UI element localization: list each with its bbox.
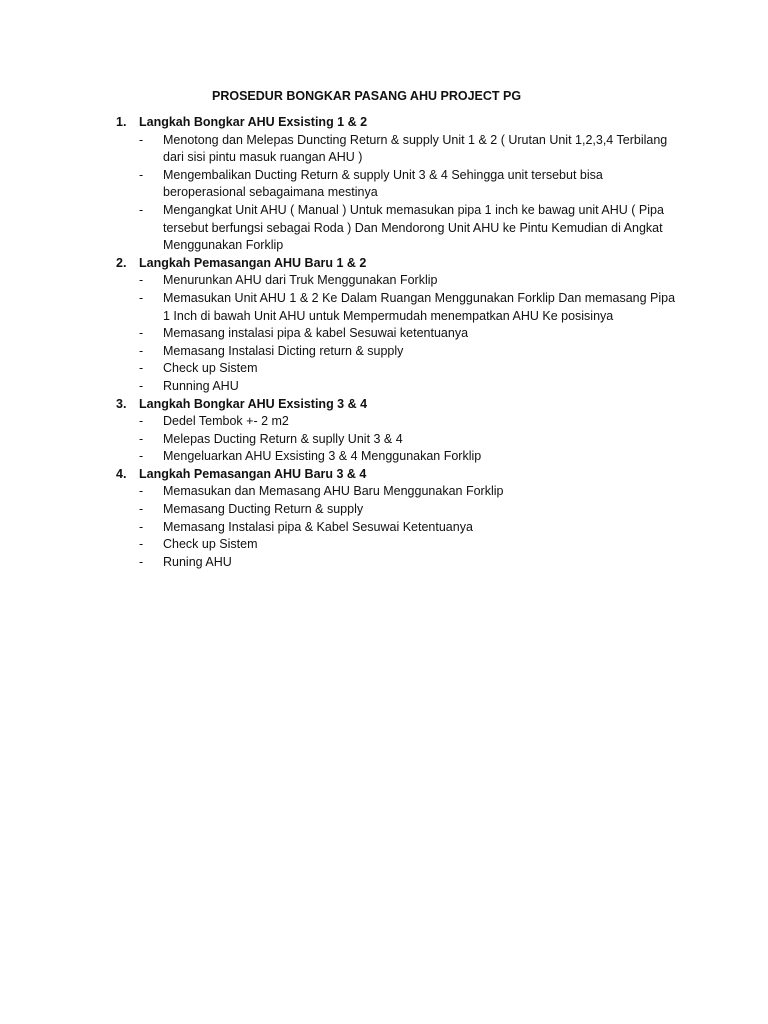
step-number: 1. xyxy=(116,115,127,129)
dash-bullet: - xyxy=(139,290,144,305)
list-item xyxy=(116,431,676,449)
dash-bullet: - xyxy=(139,484,144,499)
list-item-text: Check up Sistem xyxy=(163,537,258,552)
list-item xyxy=(116,325,676,343)
step-2 xyxy=(116,255,676,396)
list-item xyxy=(116,360,676,378)
list-item-text: Memasang Ducting Return & supply xyxy=(163,502,364,517)
list-item-text: Memasukan Unit AHU 1 & 2 Ke Dalam Ruangan Menggunakan Forklip Dan memasang Pipa 1 Inch di bawah Unit AHU untuk Mempermudah menempatkan AHU Ke posisinya xyxy=(163,290,676,323)
list-item xyxy=(116,536,676,554)
list-item xyxy=(116,167,676,202)
list-item-text: Melepas Ducting Return & suplly Unit 3 & 4 xyxy=(163,431,403,446)
step-number: 2. xyxy=(116,255,127,270)
step-items xyxy=(116,483,676,571)
list-item-text: Dedel Tembok +- 2 m2 xyxy=(163,414,289,429)
step-title: Langkah Bongkar AHU Exsisting 1 & 2 xyxy=(139,115,368,129)
list-item xyxy=(116,554,676,572)
list-item-text: Memasang Instalasi pipa & Kabel Sesuwai Ketentuanya xyxy=(163,519,473,534)
list-item xyxy=(116,290,676,325)
dash-bullet: - xyxy=(139,273,144,288)
list-item-text: Memasang instalasi pipa & kabel Sesuwai ketentuanya xyxy=(163,326,469,341)
dash-bullet: - xyxy=(139,202,144,217)
step-3 xyxy=(116,396,676,466)
list-item-text: Mengeluarkan AHU Exsisting 3 & 4 Menggunakan Forklip xyxy=(163,449,482,464)
dash-bullet: - xyxy=(139,519,144,534)
step-items xyxy=(116,272,676,395)
step-title: Langkah Bongkar AHU Exsisting 3 & 4 xyxy=(139,396,368,411)
list-item-text: Menurunkan AHU dari Truk Menggunakan Forklip xyxy=(163,273,438,288)
list-item xyxy=(116,501,676,519)
dash-bullet: - xyxy=(139,414,144,429)
document-title: PROSEDUR BONGKAR PASANG AHU PROJECT PG xyxy=(212,89,522,103)
dash-bullet: - xyxy=(139,378,144,393)
list-item xyxy=(116,448,676,466)
step-4 xyxy=(116,466,676,572)
list-item xyxy=(116,202,676,255)
dash-bullet: - xyxy=(139,343,144,358)
list-item-text: Runing AHU xyxy=(163,554,232,569)
list-item-text: Check up Sistem xyxy=(163,361,258,376)
step-title: Langkah Pemasangan AHU Baru 3 & 4 xyxy=(139,466,367,481)
dash-bullet: - xyxy=(139,537,144,552)
dash-bullet: - xyxy=(139,449,144,464)
list-item-text: Menotong dan Melepas Duncting Return & supply Unit 1 & 2 ( Urutan Unit 1,2,3,4 Terbilang dari sisi pintu masuk ruangan AHU ) xyxy=(163,132,668,165)
list-item-text: Running AHU xyxy=(163,378,239,393)
dash-bullet: - xyxy=(139,361,144,376)
step-number: 3. xyxy=(116,396,127,411)
list-item-text: Mengangkat Unit AHU ( Manual ) Untuk memasukan pipa 1 inch ke bawag unit AHU ( Pipa tersebut berfungsi sebagai Roda ) Dan Mendorong Unit AHU ke Pintu Kemudian di Angkat Menggunakan Forklip xyxy=(163,202,664,253)
dash-bullet: - xyxy=(139,167,144,182)
list-item xyxy=(116,343,676,361)
list-item xyxy=(116,272,676,290)
step-heading xyxy=(116,255,676,273)
dash-bullet: - xyxy=(139,132,144,147)
step-heading xyxy=(116,396,676,414)
dash-bullet: - xyxy=(139,431,144,446)
step-title: Langkah Pemasangan AHU Baru 1 & 2 xyxy=(139,255,367,270)
step-1 xyxy=(116,114,676,255)
list-item-text: Memasang Instalasi Dicting return & supply xyxy=(163,343,404,358)
list-item-text: Memasukan dan Memasang AHU Baru Menggunakan Forklip xyxy=(163,484,504,499)
list-item xyxy=(116,378,676,396)
list-item xyxy=(116,413,676,431)
step-items xyxy=(116,132,676,255)
procedure-steps xyxy=(116,114,676,571)
dash-bullet: - xyxy=(139,554,144,569)
step-heading xyxy=(116,466,676,484)
step-number: 4. xyxy=(116,466,127,481)
dash-bullet: - xyxy=(139,326,144,341)
step-items xyxy=(116,413,676,466)
list-item xyxy=(116,483,676,501)
dash-bullet: - xyxy=(139,502,144,517)
list-item xyxy=(116,519,676,537)
list-item-text: Mengembalikan Ducting Return & supply Unit 3 & 4 Sehingga unit tersebut bisa beroperasional sebagaimana mestinya xyxy=(163,167,603,200)
list-item xyxy=(116,132,676,167)
step-heading xyxy=(116,114,676,132)
